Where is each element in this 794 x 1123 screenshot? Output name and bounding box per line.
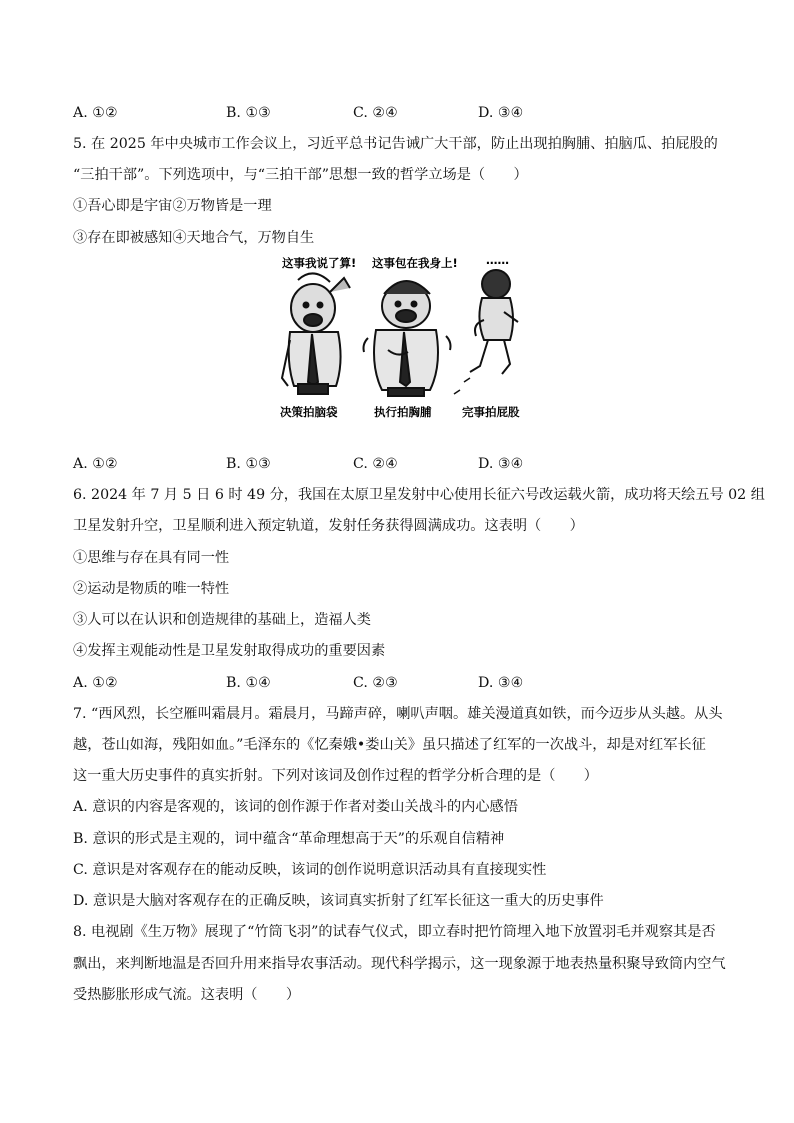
q4-options: [73, 103, 673, 123]
q8-stem-line2: 飘出，来判断地温是否回升用来指导农事活动。现代科学揭示，这一现象源于地表热量积聚导致筒内空气: [73, 956, 726, 972]
figure-decision-icon: [282, 273, 350, 394]
q7-option-b: B. 意识的形式是主观的，词中蕴含“革命理想高于天”的乐观自信精神: [73, 831, 505, 847]
q4-option-d: D. ③④: [478, 105, 524, 121]
q6-item-2: ②运动是物质的唯一特性: [73, 581, 230, 597]
q6-options: [73, 673, 673, 693]
cartoon-speech-3: ……: [486, 253, 509, 267]
cartoon-speech-1: 这事我说了算!: [282, 256, 357, 270]
q6-stem-line2: 卫星发射升空，卫星顺利进入预定轨道，发射任务获得圆满成功。这表明（ ）: [73, 518, 584, 534]
q5-option-b: B. ①③: [226, 456, 271, 472]
q4-option-c: C. ②④: [353, 105, 398, 121]
q6-item-3: ③人可以在认识和创造规律的基础上，造福人类: [73, 612, 371, 628]
q4-option-a: A. ①②: [73, 105, 118, 121]
q7-stem-line2: 越，苍山如海，残阳如血。”毛泽东的《忆秦娥•娄山关》虽只描述了红军的一次战斗，却是对红军长征: [73, 737, 706, 753]
q5-option-d: D. ③④: [478, 456, 524, 472]
figure-runaway-icon: [454, 270, 518, 394]
q5-item-line1: ①吾心即是宇宙②万物皆是一理: [73, 198, 272, 214]
q5-option-a: A. ①②: [73, 456, 118, 472]
three-pats-cartoon: [268, 250, 526, 424]
q7-option-d: D. 意识是大脑对客观存在的正确反映，该词真实折射了红军长征这一重大的历史事件: [73, 893, 604, 909]
cartoon-caption-1: 决策拍脑袋: [280, 405, 338, 419]
figure-executor-icon: [364, 281, 451, 396]
q6-item-1: ①思维与存在具有同一性: [73, 550, 230, 566]
q7-option-c: C. 意识是对客观存在的能动反映，该词的创作说明意识活动具有直接现实性: [73, 862, 547, 878]
q6-option-c: C. ②③: [353, 675, 398, 691]
q4-option-b: B. ①③: [226, 105, 271, 121]
q7-option-a: A. 意识的内容是客观的，该词的创作源于作者对娄山关战斗的内心感悟: [73, 799, 518, 815]
q6-stem-line1: 6. 2024 年 7 月 5 日 6 时 49 分，我国在太原卫星发射中心使用长征六号改运载火箭，成功将天绘五号 02 组: [73, 487, 765, 503]
q6-option-b: B. ①④: [226, 675, 271, 691]
cartoon-caption-3: 完事拍屁股: [462, 405, 520, 419]
q5-options: [73, 454, 673, 474]
q6-option-d: D. ③④: [478, 675, 524, 691]
q6-item-4: ④发挥主观能动性是卫星发射取得成功的重要因素: [73, 643, 386, 659]
q8-stem-line1: 8. 电视剧《生万物》展现了“竹筒飞羽”的试春气仪式，即立春时把竹筒埋入地下放置羽毛并观察其是否: [73, 924, 716, 940]
q7-stem-line3: 这一重大历史事件的真实折射。下列对该词及创作过程的哲学分析合理的是（ ）: [73, 768, 598, 784]
q7-stem-line1: 7. “西风烈，长空雁叫霜晨月。霜晨月，马蹄声碎，喇叭声咽。雄关漫道真如铁，而今迈步从头越。从头: [73, 706, 723, 722]
cartoon-speech-2: 这事包在我身上!: [372, 256, 458, 270]
q5-stem-line1: 5. 在 2025 年中央城市工作会议上，习近平总书记告诫广大干部，防止出现拍胸脯、拍脑瓜、拍屁股的: [73, 136, 718, 152]
q8-stem-line3: 受热膨胀形成气流。这表明（ ）: [73, 987, 301, 1003]
q5-option-c: C. ②④: [353, 456, 398, 472]
q5-item-line2: ③存在即被感知④天地合气，万物自生: [73, 230, 315, 246]
q6-option-a: A. ①②: [73, 675, 118, 691]
q5-stem-line2: “三拍干部”。下列选项中，与“三拍干部”思想一致的哲学立场是（ ）: [73, 167, 528, 183]
cartoon-caption-2: 执行拍胸脯: [374, 405, 432, 419]
